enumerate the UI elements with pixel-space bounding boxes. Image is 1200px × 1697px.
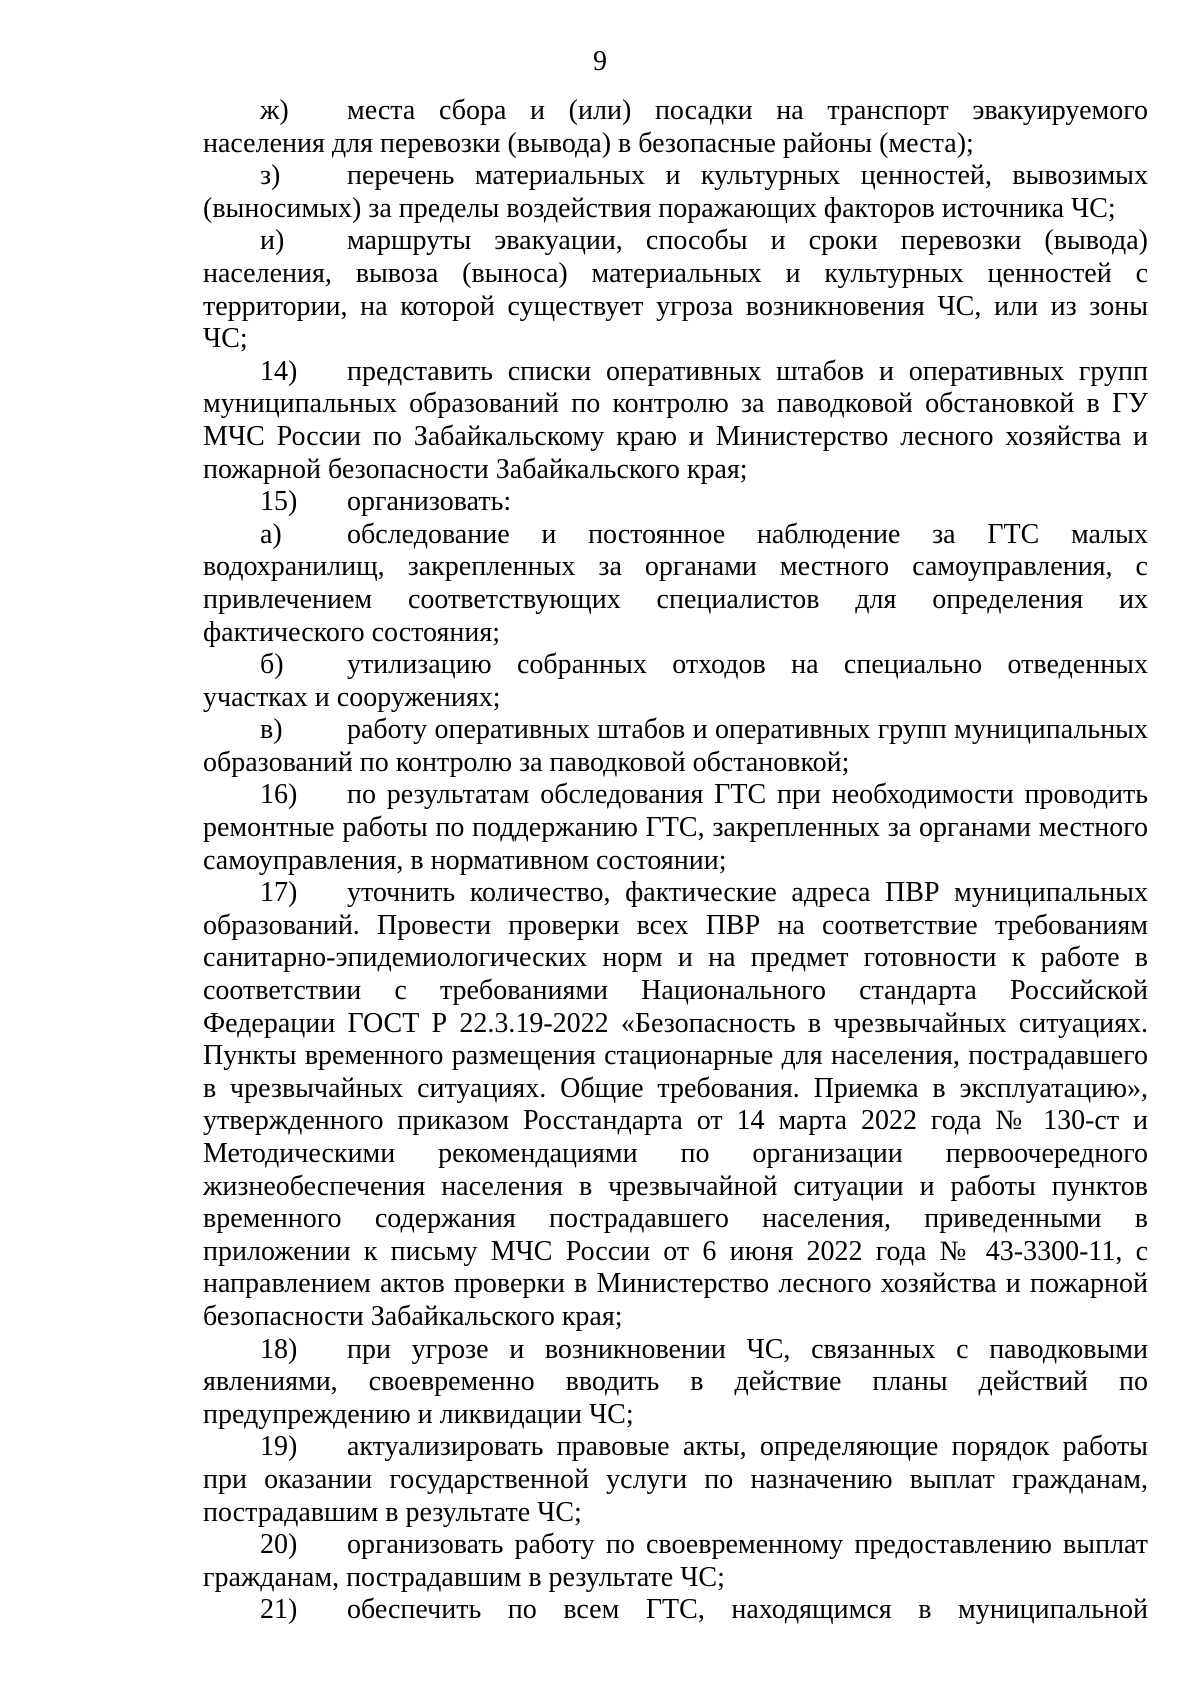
paragraph-zh xyxy=(203,95,1148,160)
paragraph-marker: и) xyxy=(260,225,285,257)
paragraph-text: утилизацию собранных отходов на специально отведенных участках и сооружениях; xyxy=(203,649,1148,713)
paragraph-15 xyxy=(203,486,1148,519)
paragraph-21 xyxy=(203,1594,1148,1627)
paragraph-text: маршруты эвакуации, способы и сроки перевозки (вывода) населения, вывоза (выноса) материальных и культурных ценностей с территории, на которой существует угроза возникновения ЧС, или из зоны ЧС; xyxy=(203,225,1148,355)
paragraph-text: обеспечить по всем ГТС, находящимся в муниципальной xyxy=(347,1594,1148,1626)
paragraph-b xyxy=(203,649,1148,714)
paragraph-text: обследование и постоянное наблюдение за ГТС малых водохранилищ, закрепленных за органами местного самоуправления, с привлечением соответствующих специалистов для определения их фактического состояния; xyxy=(203,518,1148,648)
paragraph-marker: 15) xyxy=(260,486,298,518)
paragraph-marker: 19) xyxy=(260,1431,298,1463)
paragraph-14 xyxy=(203,356,1148,486)
paragraph-20 xyxy=(203,1529,1148,1594)
paragraph-i xyxy=(203,225,1148,355)
paragraph-18 xyxy=(203,1334,1148,1432)
paragraph-marker: 16) xyxy=(260,779,298,811)
paragraph-19 xyxy=(203,1431,1148,1529)
page-number: 9 xyxy=(593,46,607,77)
paragraph-text: при угрозе и возникновении ЧС, связанных с паводковыми явлениями, своевременно вводить в действие планы действий по предупреждению и ликвидации ЧС; xyxy=(203,1333,1148,1430)
paragraph-marker: а) xyxy=(260,518,282,550)
paragraph-marker: б) xyxy=(260,649,284,681)
paragraph-a xyxy=(203,519,1148,649)
paragraph-text: представить списки оперативных штабов и оперативных групп муниципальных образований по контролю за паводковой обстановкой в ГУ МЧС России по Забайкальскому краю и Министерство лесного хозяйства и пожарной безопасности Забайкальского края; xyxy=(203,355,1148,485)
paragraph-v xyxy=(203,714,1148,779)
paragraph-16 xyxy=(203,779,1148,877)
paragraph-text: работу оперативных штабов и оперативных групп муниципальных образований по контролю за паводковой обстановкой; xyxy=(203,714,1148,778)
document-body xyxy=(203,95,1148,1627)
paragraph-17 xyxy=(203,877,1148,1333)
paragraph-z xyxy=(203,160,1148,225)
paragraph-text: места сбора и (или) посадки на транспорт эвакуируемого населения для перевозки (вывода) в безопасные районы (места); xyxy=(203,95,1148,159)
paragraph-text: организовать работу по своевременному предоставлению выплат гражданам, пострадавшим в результате ЧС; xyxy=(203,1529,1148,1593)
paragraph-text: уточнить количество, фактические адреса ПВР муниципальных образований. Провести проверки всех ПВР на соответствие требованиям санитарно-эпидемиологических норм и на предмет готовности к работе в соответствии с требованиями Национального стандарта Российской Федерации ГОСТ Р 22.3.19-2022 «Безопасность в чрезвычайных ситуациях. Пункты временного размещения стационарные для населения, пострадавшего в чрезвычайных ситуациях. Общие требования. Приемка в эксплуатацию», утвержденного приказом Росстандарта от 14 марта 2022 года № 130-ст и Методическими рекомендациями по организации первоочередного жизнеобеспечения населения в чрезвычайной ситуации и работы пунктов временного содержания пострадавшего населения, приведенными в приложении к письму МЧС России от 6 июня 2022 года № 43-3300-11, с направлением актов проверки в Министерство лесного хозяйства и пожарной безопасности Забайкальского края; xyxy=(203,877,1148,1332)
paragraph-marker: 14) xyxy=(260,355,298,387)
paragraph-marker: 17) xyxy=(260,877,298,909)
paragraph-marker: 21) xyxy=(260,1594,298,1626)
paragraph-text: по результатам обследования ГТС при необходимости проводить ремонтные работы по поддержанию ГТС, закрепленных за органами местного самоуправления, в нормативном состоянии; xyxy=(203,779,1148,876)
paragraph-text: актуализировать правовые акты, определяющие порядок работы при оказании государственной услуги по назначению выплат гражданам, пострадавшим в результате ЧС; xyxy=(203,1431,1148,1528)
paragraph-marker: 18) xyxy=(260,1333,298,1365)
paragraph-marker: в) xyxy=(260,714,283,746)
paragraph-marker: 20) xyxy=(260,1529,298,1561)
paragraph-text: организовать: xyxy=(347,486,512,518)
paragraph-marker: ж) xyxy=(260,95,289,126)
paragraph-marker: з) xyxy=(260,160,281,192)
paragraph-text: перечень материальных и культурных ценностей, вывозимых (выносимых) за пределы воздействия поражающих факторов источника ЧС; xyxy=(203,160,1148,224)
